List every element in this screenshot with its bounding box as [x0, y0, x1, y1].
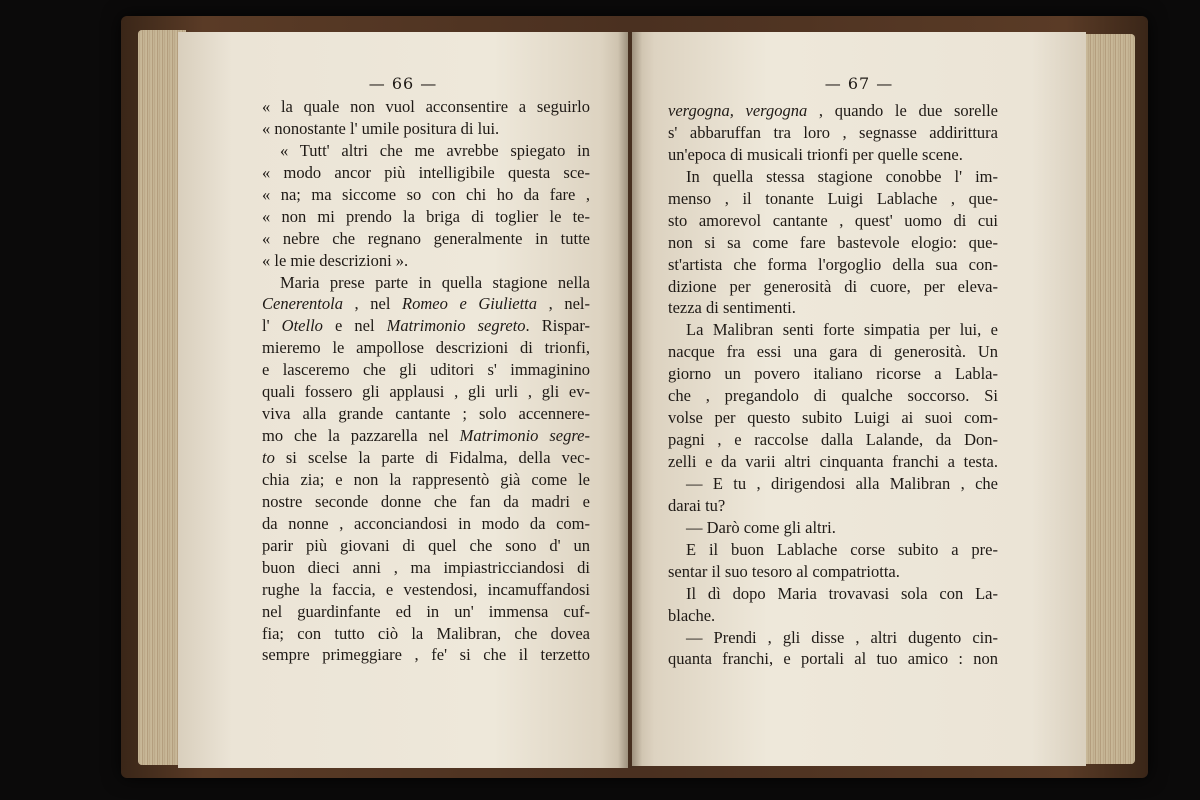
right-page-text-line: E il buon Lablache corse subito a pre- — [686, 539, 998, 559]
right-page — [632, 32, 1086, 766]
left-page-text-line: Cenerentola , nel Romeo e Giulietta , nel- — [262, 294, 590, 314]
left-page-text-line: nostre seconde donne che fan da madri e — [262, 491, 590, 511]
right-page-text-line: sto amorevol cantante , quest' uomo di cui — [668, 210, 998, 230]
right-page-text-line: un'epoca di musicali trionfi per quelle scene. — [668, 144, 963, 164]
left-page-text — [262, 96, 590, 666]
right-page-text-line: darai tu? — [668, 495, 726, 515]
left-page-text-line: fia; con tutto ciò la Malibran, che dovea — [262, 623, 590, 643]
left-page-text-line: sempre primeggiare , fe' si che il terzetto — [262, 645, 590, 665]
left-page-text-line: nel guardinfante ed in un' immensa cuf- — [262, 601, 590, 621]
left-page-text-line: « nebre che regnano generalmente in tutte — [262, 228, 590, 248]
left-page-text-line: « Tutt' altri che me avrebbe spiegato in — [280, 140, 590, 160]
right-page-text-line: sentar il suo tesoro al compatriotta. — [668, 561, 900, 581]
left-page-text-line: « nonostante l' umile positura di lui. — [262, 118, 500, 138]
right-page-text-line: vergogna, vergogna , quando le due sorelle — [668, 101, 998, 120]
left-page-text-line: chia zia; e non la rappresentò già come le — [262, 469, 590, 489]
right-page-text-line: — E tu , dirigendosi alla Malibran , che — [686, 473, 998, 493]
right-page-text-line: quanta franchi, e portali al tuo amico : non — [668, 649, 998, 669]
right-page-text-line: giorno un povero italiano ricorse a Labla- — [668, 364, 998, 384]
right-page-text-line: pagni , e raccolse dalla Lalande, da Don- — [668, 430, 998, 450]
page-number-right: — 67 — — [824, 74, 894, 93]
left-page-text-line: e lasceremo che gli uditori s' immaginino — [262, 360, 590, 380]
left-page-text-line: « na; ma siccome so con chi ho da fare , — [262, 184, 590, 204]
right-page-text — [668, 100, 998, 670]
left-page-text-line: parir più giovani di quel che sono d' un — [262, 535, 590, 555]
right-page-text-line: st'artista che forma l'orgoglio della sua con- — [668, 254, 998, 274]
left-page-text-line: mo che la pazzarella nel Matrimonio segre- — [262, 426, 590, 446]
book-gutter — [618, 32, 642, 768]
left-page-text-line: viva alla grande cantante ; solo accennere- — [262, 404, 590, 424]
left-page-text-line: mieremo le ampollose descrizioni di trionfi, — [262, 338, 590, 358]
right-page-text-line: non si sa come fare bastevole elogio: que- — [668, 232, 998, 252]
page-edges-right — [1085, 34, 1135, 764]
left-page-text-line: to si scelse la parte di Fidalma, della vec- — [262, 448, 590, 467]
left-page-text-line: « le mie descrizioni ». — [262, 250, 409, 270]
right-page-text-line: Il dì dopo Maria trovavasi sola con La- — [686, 583, 998, 603]
left-page-text-line: « la quale non vuol acconsentire a seguirlo — [262, 97, 590, 116]
right-page-text-line: In quella stessa stagione conobbe l' im- — [686, 166, 998, 186]
left-page-text-line: rughe la faccia, e vestendosi, incamuffandosi — [262, 579, 590, 599]
right-page-text-line: — Prendi , gli disse , altri dugento cin- — [686, 627, 998, 647]
right-page-text-line: nacque fra essi una gara di generosità. Un — [668, 342, 998, 362]
left-page-text-line: « modo ancor più intelligibile questa sce- — [262, 162, 590, 182]
right-page-text-line: zelli e da varii altri cinquanta franchi a testa. — [668, 452, 998, 471]
left-page-text-line: buon dieci anni , ma impiastricciandosi di — [262, 557, 590, 577]
right-page-text-line: — Darò come gli altri. — [686, 517, 836, 537]
right-page-text-line: dizione per generosità di cuore, per eleva- — [668, 276, 998, 296]
left-page-text-line: l' Otello e nel Matrimonio segreto. Rispar- — [262, 316, 590, 336]
right-page-text-line: volse per questo subito Luigi ai suoi com- — [668, 408, 998, 428]
right-page-text-line: blache. — [668, 605, 716, 625]
right-page-text-line: che , pregandolo di qualche soccorso. Si — [668, 386, 998, 406]
left-page — [178, 32, 628, 768]
left-page-text-line: Maria prese parte in quella stagione nella — [280, 272, 590, 292]
left-page-text-line: quali fossero gli applausi , gli urli , gli ev- — [262, 382, 590, 402]
page-number-left: — 66 — — [368, 74, 438, 93]
right-page-text-line: La Malibran senti forte simpatia per lui, e — [686, 320, 998, 340]
right-page-text-line: menso , il tonante Luigi Lablache , que- — [668, 188, 998, 208]
left-page-text-line: « non mi prendo la briga di toglier le te- — [262, 206, 590, 226]
right-page-text-line: s' abbaruffan tra loro , segnasse addirittura — [668, 122, 998, 142]
left-page-text-line: da nonne , acconciandosi in modo da com- — [262, 513, 590, 533]
right-page-text-line: tezza di sentimenti. — [668, 298, 796, 318]
